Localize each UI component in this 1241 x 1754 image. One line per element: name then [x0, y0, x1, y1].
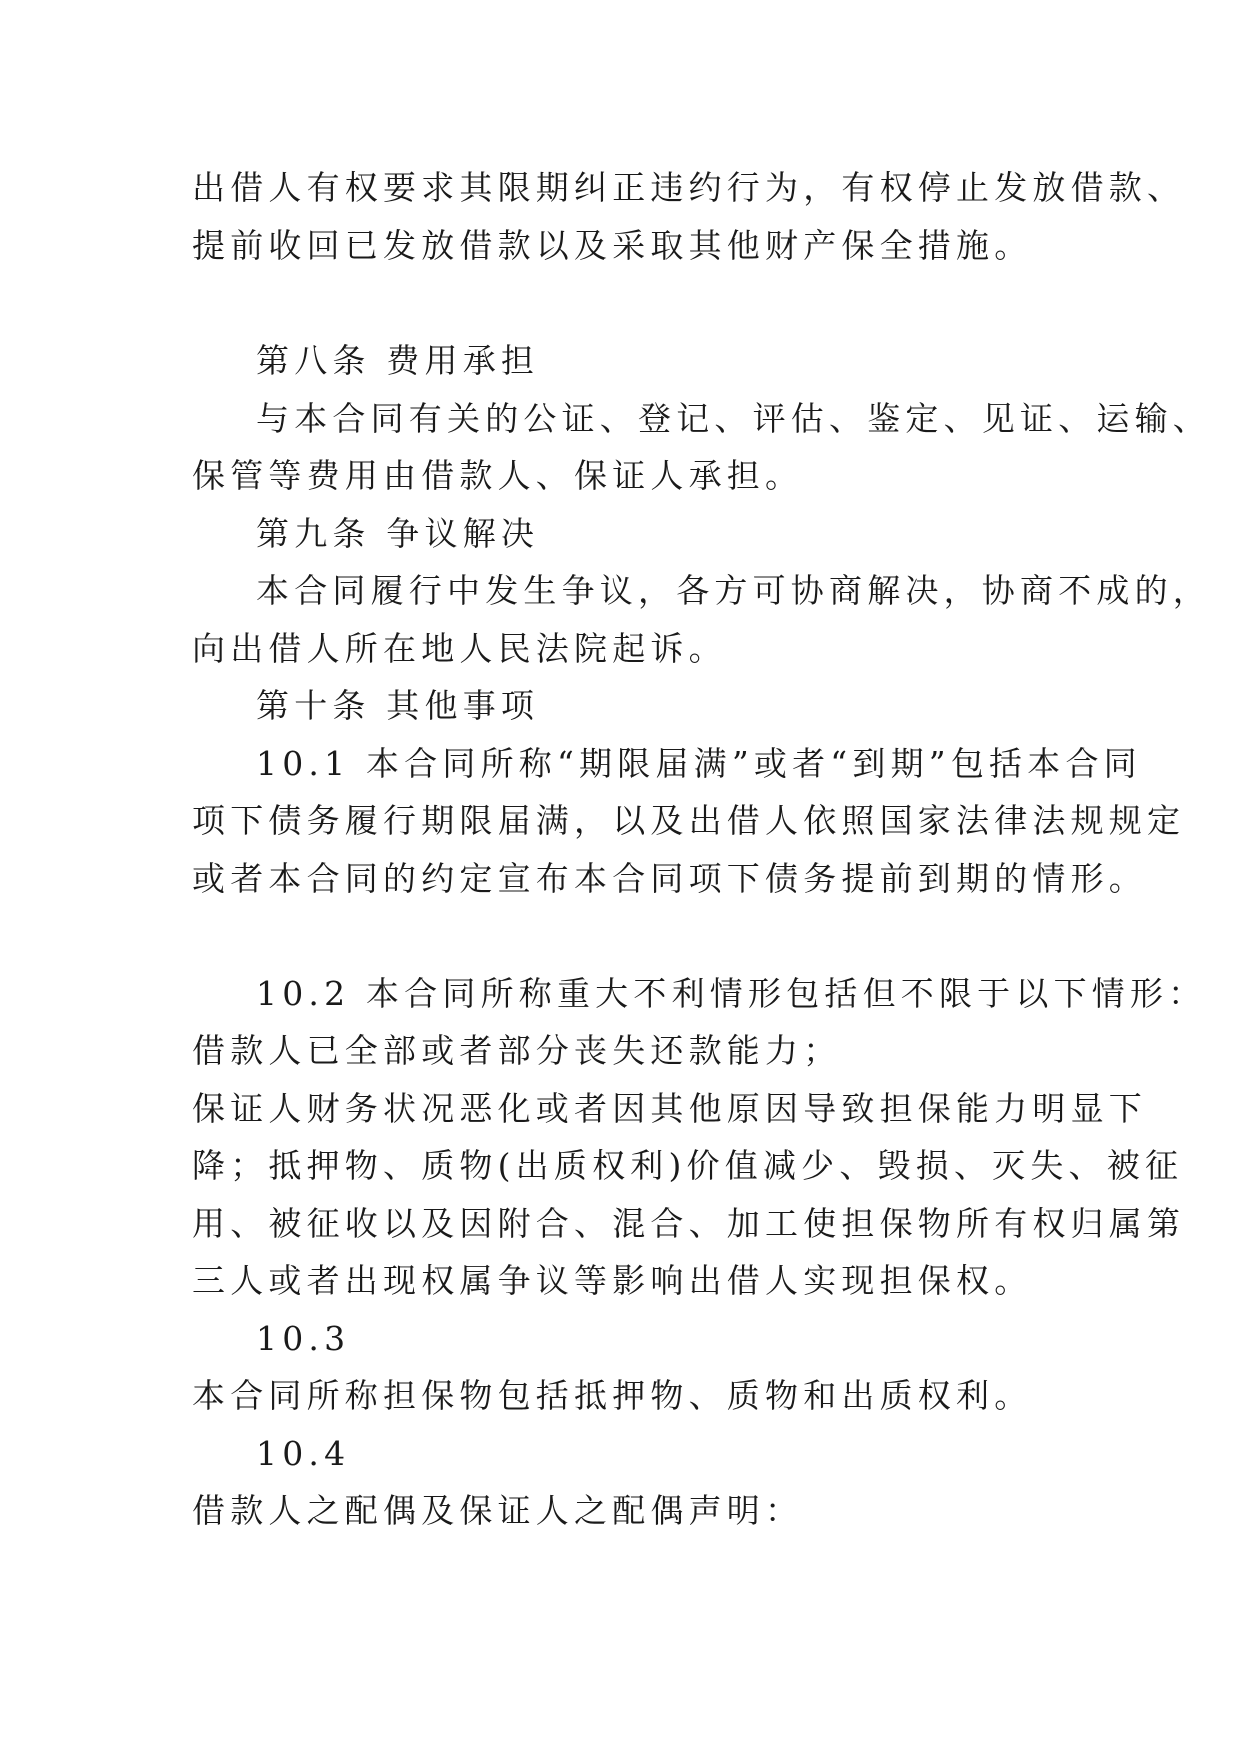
clause-10-1-line: 10.1 本合同所称“期限届满”或者“到期”包括本合同: [256, 744, 1142, 783]
paragraph-line: 与本合同有关的公证、登记、评估、鉴定、见证、运输、: [256, 399, 1211, 438]
article-10-heading: 第十条 其他事项: [256, 686, 540, 725]
clause-10-2-line: 借款人已全部或者部分丧失还款能力；: [192, 1031, 842, 1070]
clause-10-2-line: 用、被征收以及因附合、混合、加工使担保物所有权归属第: [192, 1204, 1186, 1243]
paragraph-line: 提前收回已发放借款以及采取其他财产保全措施。: [192, 226, 1033, 265]
paragraph-line: 出借人有权要求其限期纠正违约行为，有权停止发放借款、: [192, 168, 1186, 207]
clause-10-3-number: 10.3: [256, 1319, 351, 1358]
paragraph-line: 向出借人所在地人民法院起诉。: [192, 629, 727, 668]
paragraph-line: 保管等费用由借款人、保证人承担。: [192, 456, 804, 495]
clause-10-2-line: 10.2 本合同所称重大不利情形包括但不限于以下情形：: [256, 974, 1207, 1013]
clause-10-2-line: 降；抵押物、质物(出质权利)价值减少、毁损、灭失、被征: [192, 1146, 1184, 1185]
clause-10-1-line: 或者本合同的约定宣布本合同项下债务提前到期的情形。: [192, 859, 1147, 898]
clause-10-3-line: 本合同所称担保物包括抵押物、质物和出质权利。: [192, 1376, 1033, 1415]
paragraph-line: 本合同履行中发生争议，各方可协商解决，协商不成的，: [256, 571, 1211, 610]
clause-10-2-line: 保证人财务状况恶化或者因其他原因导致担保能力明显下: [192, 1089, 1147, 1128]
clause-10-1-line: 项下债务履行期限届满，以及出借人依照国家法律法规规定: [192, 801, 1186, 840]
article-8-heading: 第八条 费用承担: [256, 341, 540, 380]
clause-10-2-line: 三人或者出现权属争议等影响出借人实现担保权。: [192, 1261, 1033, 1300]
clause-10-4-number: 10.4: [256, 1434, 351, 1473]
clause-10-4-line: 借款人之配偶及保证人之配偶声明：: [192, 1491, 804, 1530]
article-9-heading: 第九条 争议解决: [256, 514, 540, 553]
